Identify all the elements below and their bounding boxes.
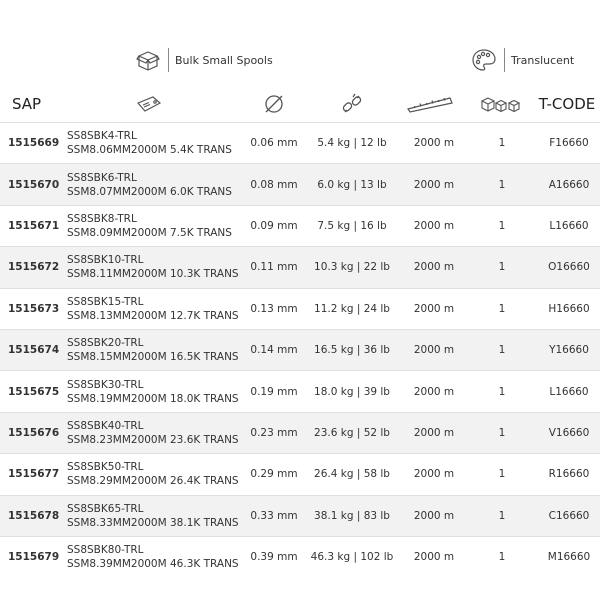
- description-cell: [67, 496, 247, 536]
- tag-icon: [128, 86, 170, 122]
- product-description: SSM8.09MM2000M 7.5K TRANS: [67, 226, 232, 239]
- table-header: [0, 86, 600, 122]
- breaking-strength-cell: 6.0 kg | 13 lb: [317, 178, 387, 191]
- length-cell: 2000 m: [413, 385, 455, 398]
- quantity-cell: 1: [498, 219, 506, 232]
- table-row: [0, 495, 600, 536]
- product-description: SSM8.11MM2000M 10.3K TRANS: [67, 268, 239, 281]
- breaking-strength-cell: 7.5 kg | 16 lb: [317, 219, 387, 232]
- length-cell: 2000 m: [413, 302, 455, 315]
- product-code: SS8SBK80-TRL: [67, 544, 144, 557]
- sap-cell: 1515678: [8, 509, 60, 522]
- description-cell: [67, 330, 247, 370]
- quantity-cell: 1: [498, 344, 506, 357]
- description-cell: [67, 454, 247, 494]
- sap-cell: 1515672: [8, 261, 60, 274]
- quantity-cell: 1: [498, 509, 506, 522]
- length-cell: 2000 m: [413, 261, 455, 274]
- product-code: SS8SBK65-TRL: [67, 502, 144, 515]
- table-row: [0, 329, 600, 370]
- product-description: SSM8.07MM2000M 6.0K TRANS: [67, 185, 232, 198]
- length-cell: 2000 m: [413, 468, 455, 481]
- quantity-cell: 1: [498, 426, 506, 439]
- diameter-icon: [252, 86, 296, 122]
- tcode-cell: Y16660: [549, 344, 589, 357]
- product-code: SS8SBK4-TRL: [67, 130, 137, 143]
- description-cell: [67, 537, 247, 577]
- diameter-cell: 0.23 mm: [250, 426, 298, 439]
- table-row: [0, 288, 600, 329]
- diameter-cell: 0.39 mm: [250, 551, 298, 564]
- table-row: [0, 246, 600, 287]
- product-code: SS8SBK6-TRL: [67, 171, 137, 184]
- product-code: SS8SBK50-TRL: [67, 461, 144, 474]
- product-description: SSM8.13MM2000M 12.7K TRANS: [67, 309, 239, 322]
- tcode-cell: O16660: [548, 261, 590, 274]
- sap-cell: 1515674: [8, 344, 60, 357]
- tcode-cell: L16660: [549, 385, 589, 398]
- badge-divider: [504, 48, 505, 72]
- bulk-small-spools-badge: [134, 44, 273, 76]
- description-cell: [67, 371, 247, 411]
- header-sap: SAP: [12, 95, 42, 113]
- product-description: SSM8.23MM2000M 23.6K TRANS: [67, 433, 239, 446]
- description-cell: [67, 206, 247, 246]
- breaking-strength-cell: 18.0 kg | 39 lb: [314, 385, 390, 398]
- length-cell: 2000 m: [413, 551, 455, 564]
- tcode-cell: H16660: [548, 302, 590, 315]
- box-icon: [134, 46, 162, 74]
- length-cell: 2000 m: [413, 137, 455, 150]
- breaking-strength-cell: 11.2 kg | 24 lb: [314, 302, 390, 315]
- product-code: SS8SBK10-TRL: [67, 254, 144, 267]
- description-cell: [67, 289, 247, 329]
- header-tcode: T-CODE: [538, 95, 596, 113]
- tcode-cell: C16660: [548, 509, 590, 522]
- tcode-cell: F16660: [549, 137, 589, 150]
- quantity-cell: 1: [498, 137, 506, 150]
- breaking-strength-cell: 5.4 kg | 12 lb: [317, 137, 387, 150]
- sap-cell: 1515669: [8, 137, 60, 150]
- table-row: [0, 370, 600, 411]
- quantity-cell: 1: [498, 178, 506, 191]
- sap-cell: 1515675: [8, 385, 60, 398]
- description-cell: [67, 247, 247, 287]
- sap-cell: 1515676: [8, 426, 60, 439]
- diameter-cell: 0.33 mm: [250, 509, 298, 522]
- length-cell: 2000 m: [413, 344, 455, 357]
- translucent-label: Translucent: [511, 53, 575, 67]
- quantity-cell: 1: [498, 385, 506, 398]
- ruler-icon: [404, 86, 456, 122]
- product-code: SS8SBK8-TRL: [67, 212, 137, 225]
- product-description: SSM8.15MM2000M 16.5K TRANS: [67, 351, 239, 364]
- diameter-cell: 0.09 mm: [250, 219, 298, 232]
- breaking-strength-cell: 38.1 kg | 83 lb: [314, 509, 390, 522]
- chain-icon: [330, 86, 374, 122]
- length-cell: 2000 m: [413, 426, 455, 439]
- product-code: SS8SBK40-TRL: [67, 419, 144, 432]
- breaking-strength-cell: 10.3 kg | 22 lb: [314, 261, 390, 274]
- palette-icon: [470, 46, 498, 74]
- sap-cell: 1515679: [8, 551, 60, 564]
- table-row: [0, 453, 600, 494]
- tcode-cell: A16660: [548, 178, 590, 191]
- product-code: SS8SBK15-TRL: [67, 295, 144, 308]
- product-description: SSM8.39MM2000M 46.3K TRANS: [67, 558, 239, 571]
- sap-cell: 1515671: [8, 219, 60, 232]
- quantity-cell: 1: [498, 302, 506, 315]
- product-table: [0, 122, 600, 577]
- table-row: [0, 536, 600, 577]
- length-cell: 2000 m: [413, 509, 455, 522]
- diameter-cell: 0.08 mm: [250, 178, 298, 191]
- sap-cell: 1515677: [8, 468, 60, 481]
- table-row: [0, 122, 600, 163]
- breaking-strength-cell: 23.6 kg | 52 lb: [314, 426, 390, 439]
- diameter-cell: 0.29 mm: [250, 468, 298, 481]
- sap-cell: 1515670: [8, 178, 60, 191]
- product-description: SSM8.06MM2000M 5.4K TRANS: [67, 144, 232, 157]
- tcode-cell: V16660: [548, 426, 590, 439]
- breaking-strength-cell: 16.5 kg | 36 lb: [314, 344, 390, 357]
- badge-divider: [168, 48, 169, 72]
- quantity-cell: 1: [498, 468, 506, 481]
- breaking-strength-cell: 26.4 kg | 58 lb: [314, 468, 390, 481]
- bulk-small-spools-label: Bulk Small Spools: [175, 53, 273, 67]
- translucent-badge: [470, 44, 574, 76]
- table-row: [0, 205, 600, 246]
- breaking-strength-cell: 46.3 kg | 102 lb: [310, 551, 394, 564]
- diameter-cell: 0.14 mm: [250, 344, 298, 357]
- tcode-cell: L16660: [549, 219, 589, 232]
- description-cell: [67, 413, 247, 453]
- tcode-cell: M16660: [547, 551, 591, 564]
- description-cell: [67, 164, 247, 204]
- length-cell: 2000 m: [413, 178, 455, 191]
- sap-cell: 1515673: [8, 302, 60, 315]
- product-description: SSM8.19MM2000M 18.0K TRANS: [67, 392, 239, 405]
- quantity-cell: 1: [498, 551, 506, 564]
- table-row: [0, 412, 600, 453]
- diameter-cell: 0.19 mm: [250, 385, 298, 398]
- tcode-cell: R16660: [548, 468, 590, 481]
- diameter-cell: 0.11 mm: [250, 261, 298, 274]
- length-cell: 2000 m: [413, 219, 455, 232]
- diameter-cell: 0.13 mm: [250, 302, 298, 315]
- table-row: [0, 163, 600, 204]
- product-code: SS8SBK20-TRL: [67, 337, 144, 350]
- product-description: SSM8.33MM2000M 38.1K TRANS: [67, 516, 239, 529]
- diameter-cell: 0.06 mm: [250, 137, 298, 150]
- product-code: SS8SBK30-TRL: [67, 378, 144, 391]
- description-cell: [67, 123, 247, 163]
- quantity-cell: 1: [498, 261, 506, 274]
- feature-badges: [0, 44, 600, 76]
- product-description: SSM8.29MM2000M 26.4K TRANS: [67, 475, 239, 488]
- boxes-icon: [474, 86, 530, 122]
